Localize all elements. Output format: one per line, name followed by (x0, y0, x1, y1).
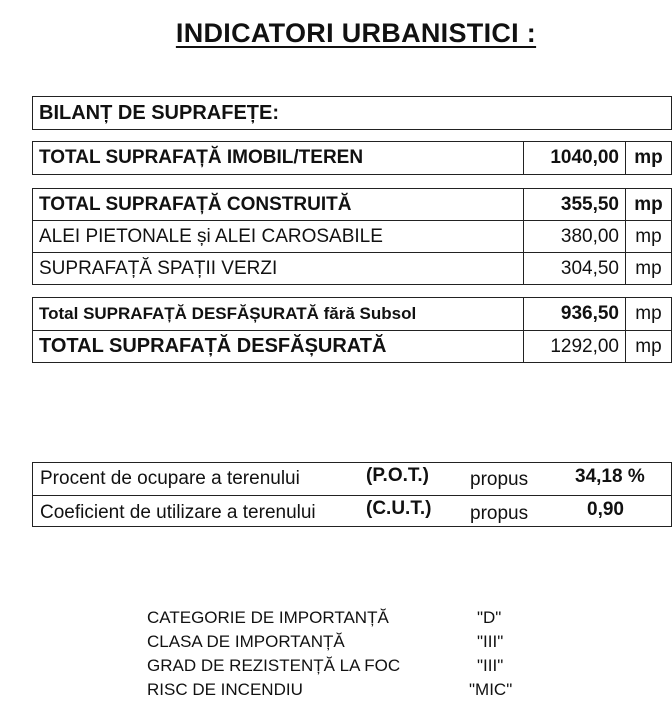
risc-value: "MIC" (469, 680, 513, 699)
bilant-header-box (32, 96, 672, 130)
row-label: ALEI PIETONALE și ALEI CAROSABILE (39, 225, 383, 247)
desfasurate-table (32, 297, 672, 363)
pot-label: Procent de ocupare a terenului (40, 468, 300, 489)
row-unit: mp (625, 142, 671, 174)
row-label: TOTAL SUPRAFAȚĂ CONSTRUITĂ (39, 193, 352, 215)
table-row (33, 495, 671, 526)
row-label: Total SUPRAFAȚĂ DESFĂȘURATĂ fără Subsol (39, 304, 417, 323)
row-value: 380,00 (523, 221, 625, 252)
table-row (33, 220, 671, 252)
row-unit: mp (625, 189, 671, 220)
imobil-table (32, 141, 672, 175)
row-label: SUPRAFAȚĂ SPAȚII VERZI (39, 257, 278, 279)
row-unit: mp (625, 298, 671, 330)
row-value: 1040,00 (523, 142, 625, 174)
table-row (33, 330, 671, 362)
row-value: 355,50 (523, 189, 625, 220)
categorie-label: CATEGORIE DE IMPORTANȚĂ (147, 608, 389, 627)
table-row (33, 463, 671, 495)
row-unit: mp (625, 221, 671, 252)
pot-value: 34,18 % (575, 466, 645, 487)
row-value: 304,50 (523, 253, 625, 284)
bilant-header: BILANȚ DE SUPRAFEȚE: (39, 101, 279, 124)
cut-value: 0,90 (587, 499, 624, 520)
table-row (33, 189, 671, 220)
cut-label: Coeficient de utilizare a terenului (40, 502, 316, 523)
clasa-label: CLASA DE IMPORTANȚĂ (147, 632, 345, 651)
grad-label: GRAD DE REZISTENȚĂ LA FOC (147, 656, 401, 675)
row-value: 1292,00 (523, 331, 625, 362)
row-value: 936,50 (523, 298, 625, 330)
row-label: TOTAL SUPRAFAȚĂ IMOBIL/TEREN (39, 147, 364, 168)
clasa-value: "III" (477, 632, 504, 651)
indicatori-table (32, 462, 672, 527)
grad-value: "III" (477, 656, 504, 675)
page-title: INDICATORI URBANISTICI : (175, 18, 537, 48)
pot-status: propus (470, 469, 529, 490)
pot-code: (P.O.T.) (366, 465, 429, 486)
risc-label: RISC DE INCENDIU (147, 680, 303, 699)
categorie-value: "D" (477, 608, 502, 627)
table-row (33, 298, 671, 330)
table-row (33, 252, 671, 284)
row-label: TOTAL SUPRAFAȚĂ DESFĂȘURATĂ (39, 335, 387, 357)
row-unit: mp (625, 331, 671, 362)
row-unit: mp (625, 253, 671, 284)
table-row (33, 142, 671, 174)
construite-table (32, 188, 672, 285)
cut-status: propus (470, 503, 529, 524)
cut-code: (C.U.T.) (366, 498, 432, 519)
